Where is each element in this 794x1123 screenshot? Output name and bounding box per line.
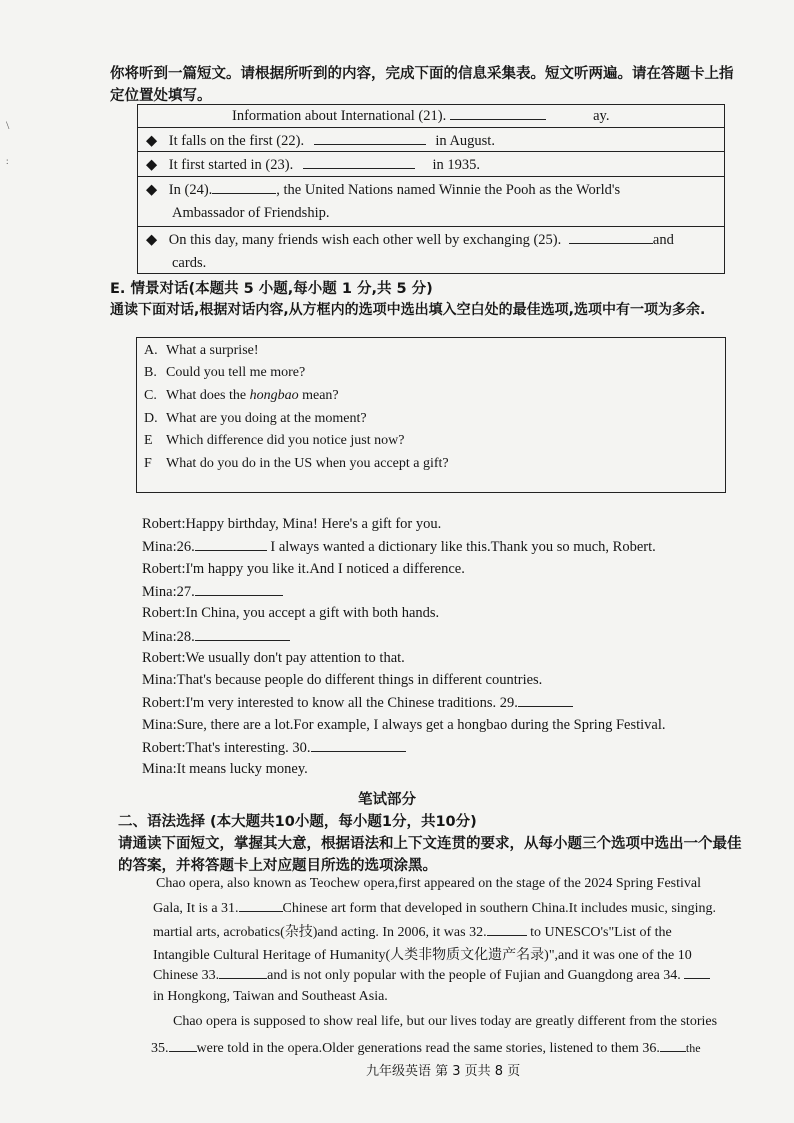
option-item	[144, 343, 259, 359]
option-letter: C.	[144, 388, 157, 403]
row23-tail: in 1935.	[432, 157, 480, 173]
passage-text-tail: Chinese art form that developed in southern China.It includes music, singing.	[282, 901, 717, 916]
answer-blank-34[interactable]	[684, 966, 710, 979]
dialogue-line	[142, 583, 283, 601]
passage-text: Chao opera, also known as Teochew opera,first appeared on the stage of the 2024 Spring Festival	[156, 876, 702, 891]
dialogue-line	[142, 672, 542, 689]
dialogue-line	[142, 605, 439, 622]
passage-line	[153, 899, 716, 917]
bullet-icon: ◆	[146, 157, 158, 173]
section-d-instruction-line2: 定位置处填写。	[110, 88, 212, 104]
passage-line	[151, 1039, 701, 1057]
dialogue-text: Mina:28.	[142, 629, 195, 645]
option-text: What are you doing at the moment?	[166, 411, 367, 426]
passage-text-tail: to UNESCO's"List of the	[526, 925, 672, 940]
passage-text: 35.	[151, 1041, 169, 1056]
answer-blank[interactable]	[195, 538, 267, 551]
row25-text-a: On this day, many friends wish each other well by exchanging (25).	[168, 232, 562, 248]
section-d-instruction-line1: 你将听到一篇短文。请根据所听到的内容，完成下面的信息采集表。短文听两遍。请在答题卡上指	[110, 66, 734, 82]
passage-text-tail: and is not only popular with the people of Fujian and Guangdong area 34.	[267, 968, 685, 983]
row24-text-a: In (24).	[168, 182, 213, 198]
answer-blank[interactable]	[239, 899, 283, 912]
passage-line	[153, 944, 692, 964]
option-text: What do you do in the US when you accept a gift?	[166, 456, 449, 471]
page-footer: 九年级英语 第 3 页共 8 页	[366, 1064, 521, 1079]
option-text: Could you tell me more?	[166, 365, 306, 380]
passage-text-tail: were told in the opera.Older generations read the same stories, listened to them 36.	[196, 1041, 660, 1056]
option-text: What does the	[166, 388, 250, 403]
option-text: Which difference did you notice just now?	[166, 433, 405, 448]
dialogue-text: Robert:I'm very interested to know all the Chinese traditions. 29.	[142, 695, 518, 711]
dialogue-line	[142, 739, 406, 757]
written-part-heading: 笔试部分	[358, 792, 416, 808]
passage-text: martial arts, acrobatics(杂技)and acting. In 2006, it was 32.	[153, 925, 487, 940]
blank-22[interactable]	[314, 132, 426, 145]
dialogue-line	[142, 538, 656, 556]
passage-text: Chinese 33.	[153, 968, 220, 983]
answer-blank-36[interactable]	[660, 1039, 686, 1052]
table-title-text: Information about International (21).	[232, 108, 447, 124]
dialogue-text: Mina:It means lucky money.	[142, 761, 308, 777]
blank-24[interactable]	[212, 181, 276, 194]
dialogue-line	[142, 761, 308, 778]
table-row-24	[146, 181, 620, 199]
row23-text: It first started in (23).	[168, 157, 294, 173]
option-item	[144, 456, 449, 472]
option-item	[144, 388, 339, 404]
option-item	[144, 411, 367, 427]
scan-mark: \	[6, 118, 10, 132]
option-text-tail: mean?	[298, 388, 339, 403]
bullet-icon: ◆	[146, 133, 158, 149]
dialogue-line	[142, 516, 441, 533]
dialogue-text: Robert:Happy birthday, Mina! Here's a gift for you.	[142, 516, 442, 532]
passage-text: Chao opera is supposed to show real life, but our lives today are greatly different from the stories	[173, 1014, 718, 1029]
blank-21[interactable]	[450, 107, 546, 120]
dialogue-text: Robert:I'm happy you like it.And I noticed a difference.	[142, 561, 465, 577]
option-letter: E	[144, 433, 153, 448]
dialogue-line	[142, 717, 665, 734]
section-2-instruction-line1: 请通读下面短文，掌握其大意，根据语法和上下文连贯的要求，从每小题三个选项中选出一个最佳	[118, 836, 742, 852]
answer-blank[interactable]	[311, 739, 406, 752]
passage-text: Intangible Cultural Heritage of Humanity(人类非物质文化遗产名录)",and it was one of the 10	[153, 948, 692, 963]
row24-text-b: , the United Nations named Winnie the Pooh as the World's	[276, 182, 621, 198]
dialogue-text: Mina:Sure, there are a lot.For example, I always get a hongbao during the Spring Festival.	[142, 717, 666, 733]
answer-blank[interactable]	[195, 628, 290, 641]
option-letter: A.	[144, 343, 158, 358]
answer-blank[interactable]	[195, 583, 283, 596]
answer-blank[interactable]	[487, 923, 527, 936]
row24-text-c: Ambassador of Friendship.	[172, 205, 330, 221]
dialogue-line	[142, 628, 290, 646]
row22-text: It falls on the first (22).	[168, 133, 305, 149]
dialogue-line	[142, 694, 573, 712]
option-text: What a surprise!	[166, 343, 259, 358]
bullet-icon: ◆	[146, 232, 158, 248]
option-letter: D.	[144, 411, 158, 426]
table-row-23	[146, 156, 480, 174]
passage-text: Gala, It is a 31.	[153, 901, 239, 916]
dialogue-line	[142, 650, 405, 667]
table-title	[232, 107, 609, 125]
section-e-instruction: 通读下面对话,根据对话内容,从方框内的选项中选出填入空白处的最佳选项,选项中有一项为多余.	[110, 302, 706, 318]
option-letter: F	[144, 456, 152, 471]
table-row-25	[146, 231, 674, 249]
answer-blank[interactable]	[219, 966, 267, 979]
dialogue-text: Robert:That's interesting. 30.	[142, 740, 311, 756]
section-e-heading: E. 情景对话(本题共 5 小题,每小题 1 分,共 5 分)	[110, 281, 433, 297]
blank-23[interactable]	[303, 156, 415, 169]
scan-mark: :	[6, 156, 9, 166]
table-row-22	[146, 132, 495, 150]
option-text-italic: hongbao	[249, 388, 299, 403]
passage-text-tail: the	[685, 1041, 701, 1055]
passage-line	[173, 1014, 717, 1030]
section-2-instruction-line2: 的答案，并将答题卡上对应题目所选的选项涂黑。	[118, 858, 437, 874]
passage-line	[153, 966, 710, 984]
row25-text-b: and	[652, 232, 674, 248]
blank-25[interactable]	[569, 231, 653, 244]
passage-line	[153, 921, 672, 941]
passage-line	[153, 989, 388, 1005]
dialogue-text-tail: I always wanted a dictionary like this.Thank you so much, Robert.	[266, 539, 656, 555]
passage-line	[156, 876, 701, 892]
dialogue-text: Mina:26.	[142, 539, 195, 555]
option-letter: B.	[144, 365, 157, 380]
dialogue-text: Robert:In China, you accept a gift with both hands.	[142, 605, 440, 621]
section-2-heading: 二、语法选择 (本大题共10小题，每小题1分，共10分)	[118, 814, 477, 830]
option-item	[144, 433, 404, 449]
table-title-tail: ay.	[593, 108, 610, 124]
row22-tail: in August.	[435, 133, 495, 149]
dialogue-text: Mina:27.	[142, 584, 195, 600]
answer-blank[interactable]	[169, 1039, 197, 1052]
option-item	[144, 365, 305, 381]
dialogue-text: Mina:That's because people do different things in different countries.	[142, 672, 543, 688]
dialogue-text: Robert:We usually don't pay attention to that.	[142, 650, 405, 666]
passage-text: in Hongkong, Taiwan and Southeast Asia.	[153, 989, 388, 1004]
answer-blank[interactable]	[518, 694, 573, 707]
bullet-icon: ◆	[146, 182, 158, 198]
dialogue-line	[142, 561, 465, 578]
row25-text-c: cards.	[172, 255, 207, 271]
